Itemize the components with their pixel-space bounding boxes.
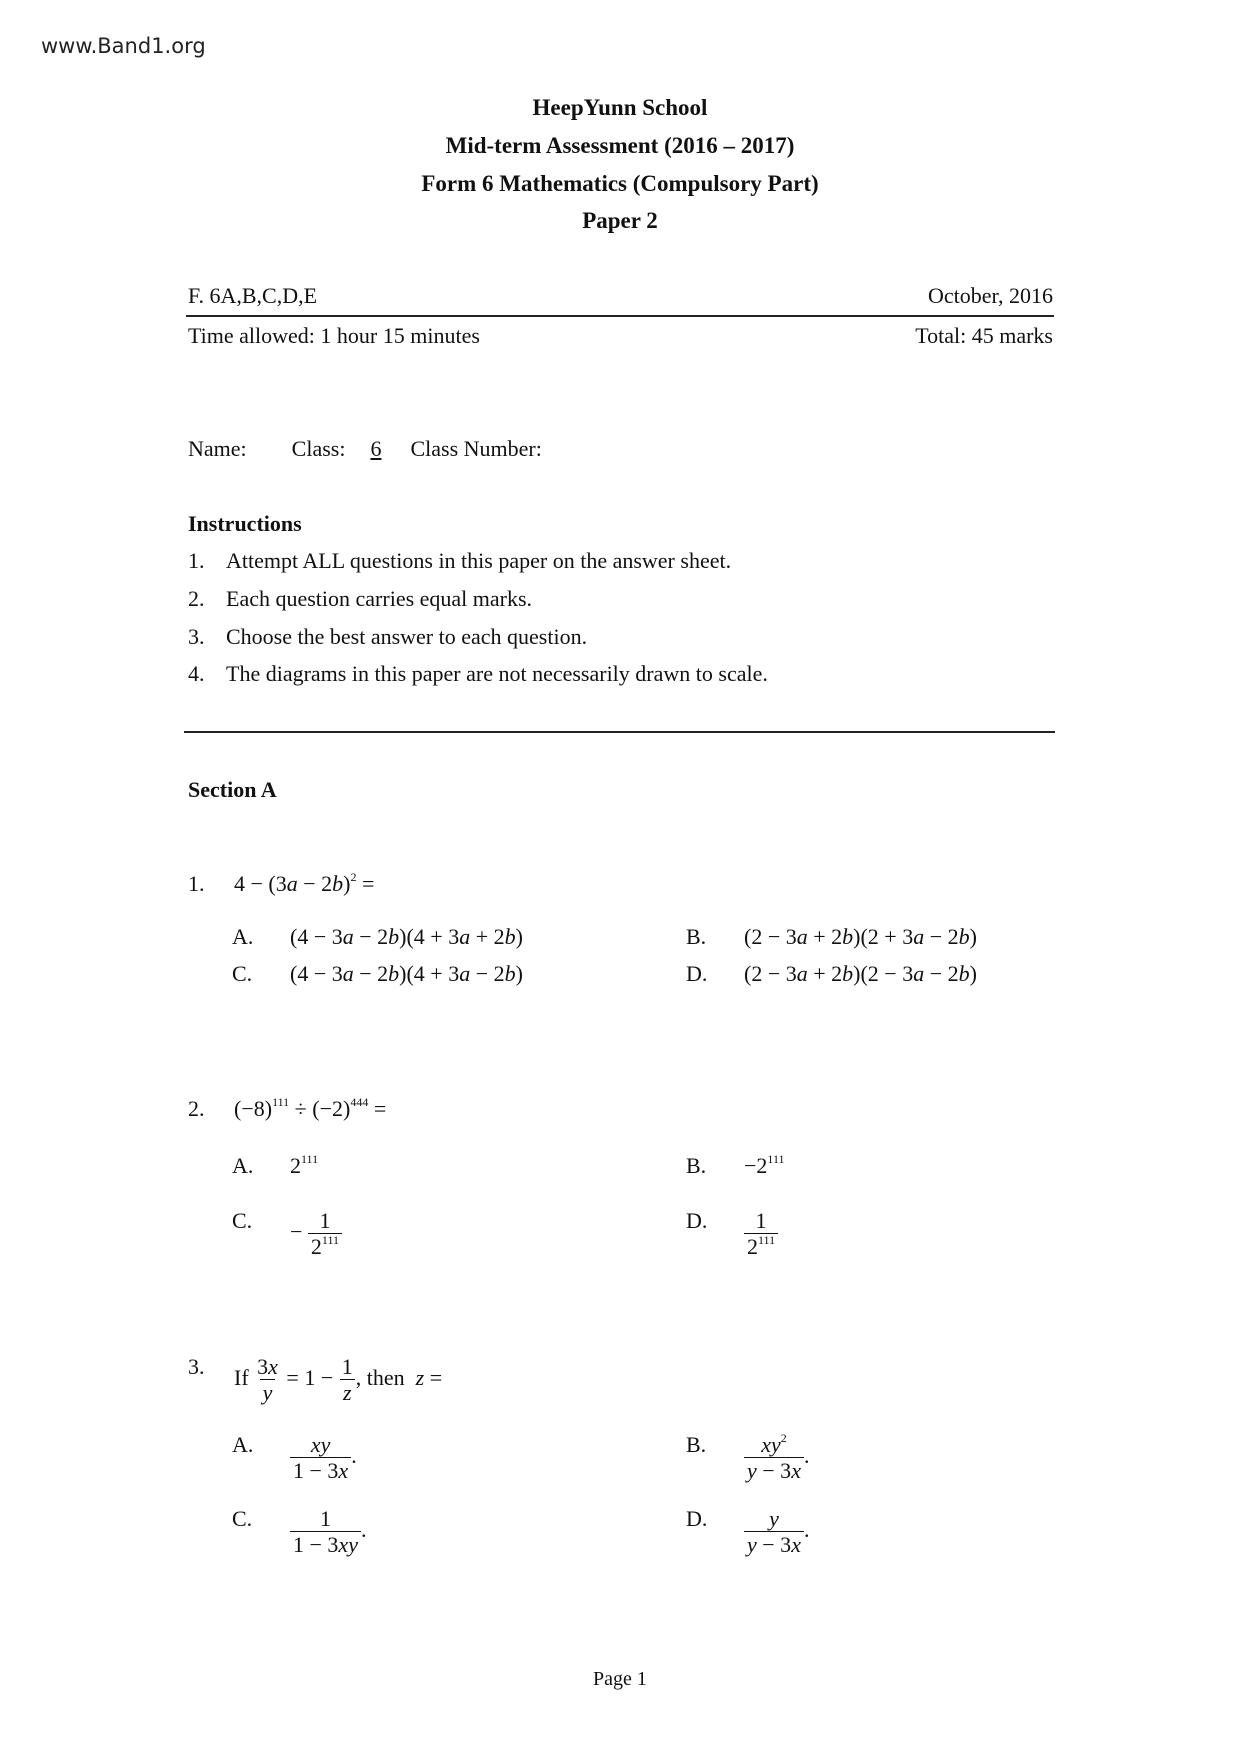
item-text: Choose the best answer to each question. — [226, 624, 588, 649]
item-text: Each question carries equal marks. — [226, 586, 533, 611]
option-c[interactable]: − $\frac{1}{2^{111}}$ — [290, 1208, 342, 1260]
option-label[interactable]: B. — [686, 1153, 707, 1178]
item-text: Attempt ALL questions in this paper on the answer sheet. — [226, 548, 732, 573]
paper-title: Paper 2 — [582, 208, 658, 233]
name-label: Name: — [188, 436, 247, 461]
item-number: 2. — [188, 586, 205, 611]
instruction-item — [188, 624, 588, 650]
option-label[interactable]: C. — [232, 1506, 253, 1531]
class-number-label: Class Number: — [410, 436, 542, 461]
question-stem: $4 - (3a - 2b)^2$ = — [234, 870, 375, 896]
total-marks: Total: 45 marks — [915, 323, 1053, 348]
instructions-heading: Instructions — [188, 511, 302, 536]
student-info — [188, 436, 542, 462]
instruction-item — [188, 548, 732, 574]
option-c[interactable]: $\frac{1}{1 - 3xy}$ . — [290, 1506, 366, 1558]
class-label: Class: — [291, 436, 346, 461]
option-label[interactable]: D. — [686, 961, 708, 986]
option-label[interactable]: A. — [232, 1153, 254, 1178]
option-label[interactable]: C. — [232, 961, 253, 986]
option-label[interactable]: A. — [232, 924, 254, 949]
section-heading: Section A — [188, 777, 277, 802]
item-number: 4. — [188, 661, 205, 686]
subject-title: Form 6 Mathematics (Compulsory Part) — [421, 171, 819, 196]
question-number: 1. — [188, 871, 205, 896]
item-number: 3. — [188, 624, 205, 649]
school-name: HeepYunn School — [532, 95, 708, 120]
item-number: 1. — [188, 548, 205, 573]
option-c[interactable]: (4 − 3a − 2b)(4 + 3a − 2b) — [290, 961, 523, 986]
option-b[interactable]: (2 − 3a + 2b)(2 + 3a − 2b) — [744, 924, 977, 949]
option-d[interactable]: $\frac{1}{2^{111}}$ — [744, 1208, 778, 1260]
option-label[interactable]: C. — [232, 1208, 253, 1233]
option-a[interactable]: (4 − 3a − 2b)(4 + 3a + 2b) — [290, 924, 523, 949]
section-divider — [184, 731, 1055, 733]
option-label[interactable]: B. — [686, 924, 707, 949]
instruction-item — [188, 661, 768, 687]
option-label[interactable]: A. — [232, 1432, 254, 1457]
option-d[interactable]: $\frac{y}{y - 3x}$ . — [744, 1506, 809, 1558]
option-a[interactable]: $2^{111}$ — [290, 1152, 319, 1178]
option-label[interactable]: B. — [686, 1432, 707, 1457]
option-d[interactable]: (2 − 3a + 2b)(2 − 3a − 2b) — [744, 961, 977, 986]
option-b[interactable]: $-2^{111}$ — [744, 1152, 785, 1178]
item-text: The diagrams in this paper are not necessarily drawn to scale. — [226, 661, 768, 686]
watermark: www.Band1.org — [41, 34, 206, 58]
instruction-item — [188, 586, 533, 612]
option-label[interactable]: D. — [686, 1208, 708, 1233]
time-allowed: Time allowed: 1 hour 15 minutes — [188, 323, 480, 348]
question-number: 2. — [188, 1096, 205, 1121]
header-rule — [186, 315, 1054, 317]
question-number: 3. — [188, 1354, 205, 1379]
class-value[interactable]: 6 — [370, 436, 382, 461]
option-b[interactable]: $\frac{xy^2}{y - 3x}$ . — [744, 1432, 809, 1484]
option-label[interactable]: D. — [686, 1506, 708, 1531]
assessment-title: Mid-term Assessment (2016 – 2017) — [445, 133, 795, 158]
question-stem: If $\frac{3x}{y}$ = 1 − $\frac{1}{z}$ , then z = — [234, 1354, 443, 1406]
exam-date: October, 2016 — [928, 283, 1053, 308]
question-stem: $(-8)^{111} \div (-2)^{444}$ = — [234, 1095, 387, 1121]
option-a[interactable]: $\frac{xy}{1 - 3x}$ . — [290, 1432, 357, 1484]
classes: F. 6A,B,C,D,E — [188, 283, 318, 308]
page-number: Page 1 — [593, 1668, 647, 1690]
